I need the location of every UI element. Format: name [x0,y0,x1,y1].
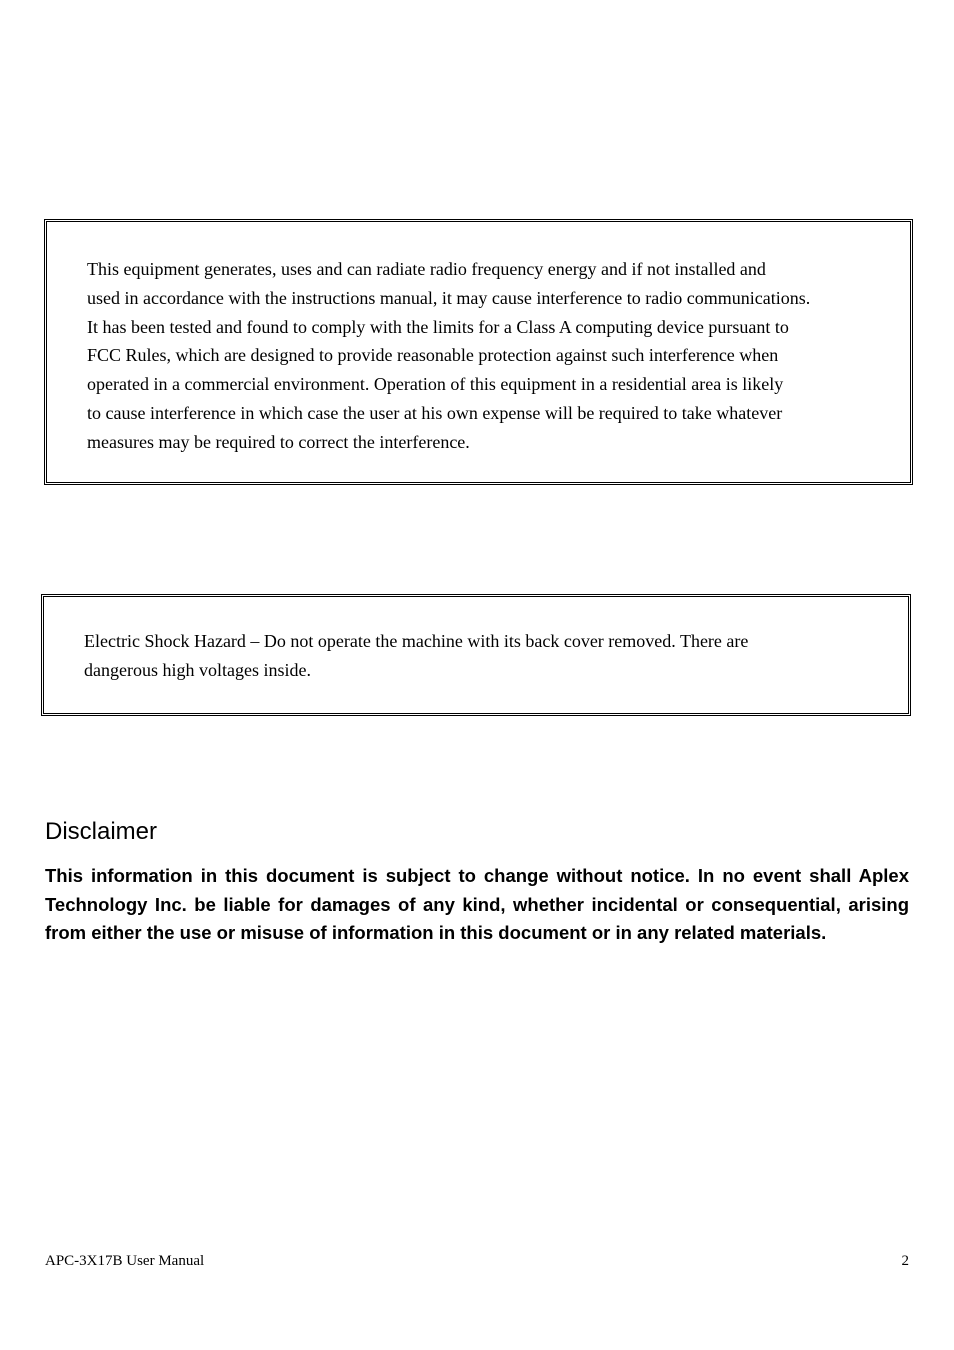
disclaimer-text [45,862,909,948]
shock-hazard-box [41,594,911,716]
fcc-notice-line: It has been tested and found to comply with the limits for a Class A computing device pursuant to [87,316,789,337]
fcc-notice-line: used in accordance with the instructions manual, it may cause interference to radio communications. [87,287,811,308]
disclaimer-line: from either the use or misuse of information in this document or in any related materials. [45,922,827,944]
fcc-notice-line: This equipment generates, uses and can radiate radio frequency energy and if not installed and [87,259,766,279]
disclaimer-line: This information in this document is subject to change without notice. In no event shall Aplex [45,865,909,886]
fcc-notice-line: operated in a commercial environment. Operation of this equipment in a residential area is likely [87,374,784,395]
disclaimer-line: Technology Inc. be liable for damages of any kind, whether incidental or consequential, arising [45,893,909,915]
disclaimer-heading: Disclaimer [45,818,158,845]
fcc-notice-line: to cause interference in which case the user at his own expense will be required to take whatever [87,402,783,423]
shock-hazard-line: Electric Shock Hazard – Do not operate the machine with its back cover removed. There are [84,631,749,651]
fcc-notice-box [44,219,913,485]
fcc-notice-line: FCC Rules, which are designed to provide reasonable protection against such interference when [87,345,779,366]
footer-manual-title: APC-3X17B User Manual [45,1253,205,1269]
shock-hazard-line: dangerous high voltages inside. [84,659,311,680]
fcc-notice-line: measures may be required to correct the interference. [87,431,470,452]
footer-page-number: 2 [901,1253,909,1269]
